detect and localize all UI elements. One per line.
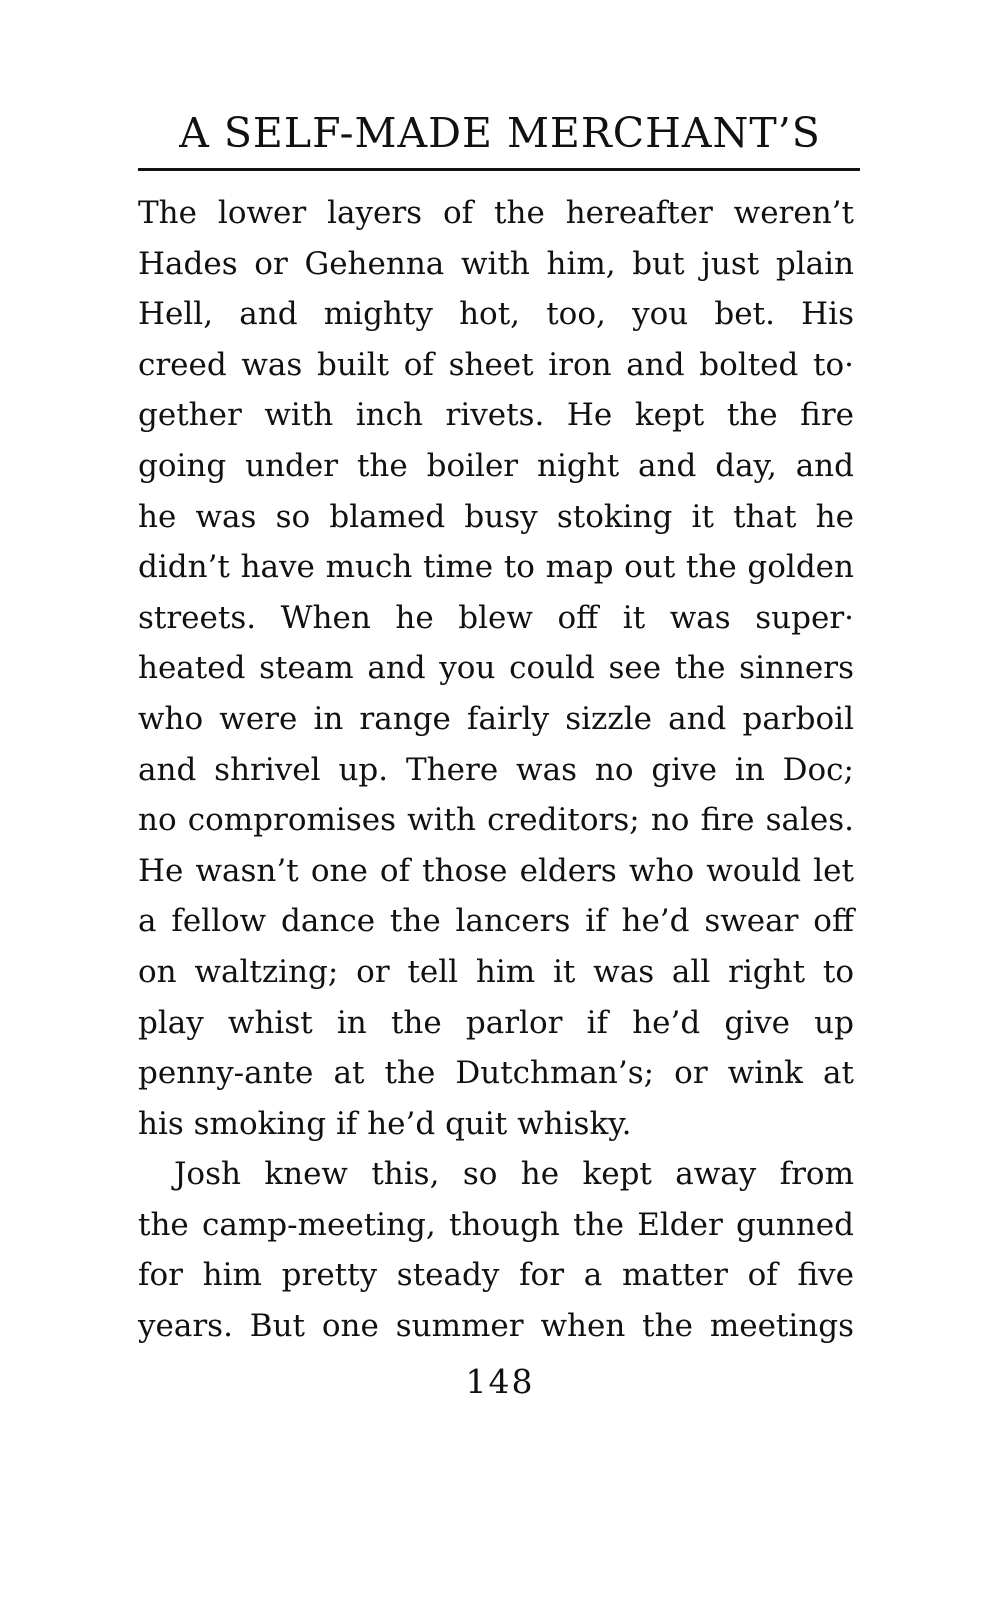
paragraph-2 [138, 1149, 854, 1351]
paragraph-1 [138, 188, 854, 1149]
text-line: Hell, and mighty hot, too, you bet. His [138, 296, 854, 333]
text-line: a fellow dance the lancers if he’d swear off [138, 903, 854, 940]
text-line: on waltzing; or tell him it was all right to [138, 953, 854, 990]
header-rule [138, 168, 860, 171]
text-line: the camp-meeting, though the Elder gunned [138, 1206, 854, 1243]
text-line: heated steam and you could see the sinners [138, 650, 854, 687]
text-line: no compromises with creditors; no fire sales. [138, 802, 854, 839]
text-line: going under the boiler night and day, and [138, 447, 854, 484]
text-line: didn’t have much time to map out the golden [138, 549, 854, 586]
text-line: and shrivel up. There was no give in Doc; [138, 751, 854, 788]
text-line: creed was built of sheet iron and bolted to· [138, 346, 854, 383]
text-line: gether with inch rivets. He kept the fire [138, 397, 854, 434]
text-line: He wasn’t one of those elders who would let [138, 852, 854, 889]
text-line: his smoking if he’d quit whisky. [138, 1105, 632, 1142]
text-line: he was so blamed busy stoking it that he [138, 498, 854, 535]
text-line: penny-ante at the Dutchman’s; or wink at [138, 1055, 854, 1092]
text-line: streets. When he blew off it was super· [138, 599, 854, 636]
text-line: who were in range fairly sizzle and parboil [138, 700, 854, 737]
text-line: The lower layers of the hereafter weren’t [138, 195, 854, 231]
text-line: play whist in the parlor if he’d give up [138, 1004, 854, 1041]
text-line: years. But one summer when the meetings [138, 1308, 854, 1345]
text-line: Josh knew this, so he kept away from [174, 1156, 854, 1193]
running-head-title: A SELF-MADE MERCHANT’S [179, 109, 821, 157]
text-line: for him pretty steady for a matter of five [138, 1257, 854, 1294]
text-line: Hades or Gehenna with him, but just plain [138, 245, 854, 282]
page-body [138, 188, 854, 1352]
page-number: 148 [465, 1362, 535, 1401]
